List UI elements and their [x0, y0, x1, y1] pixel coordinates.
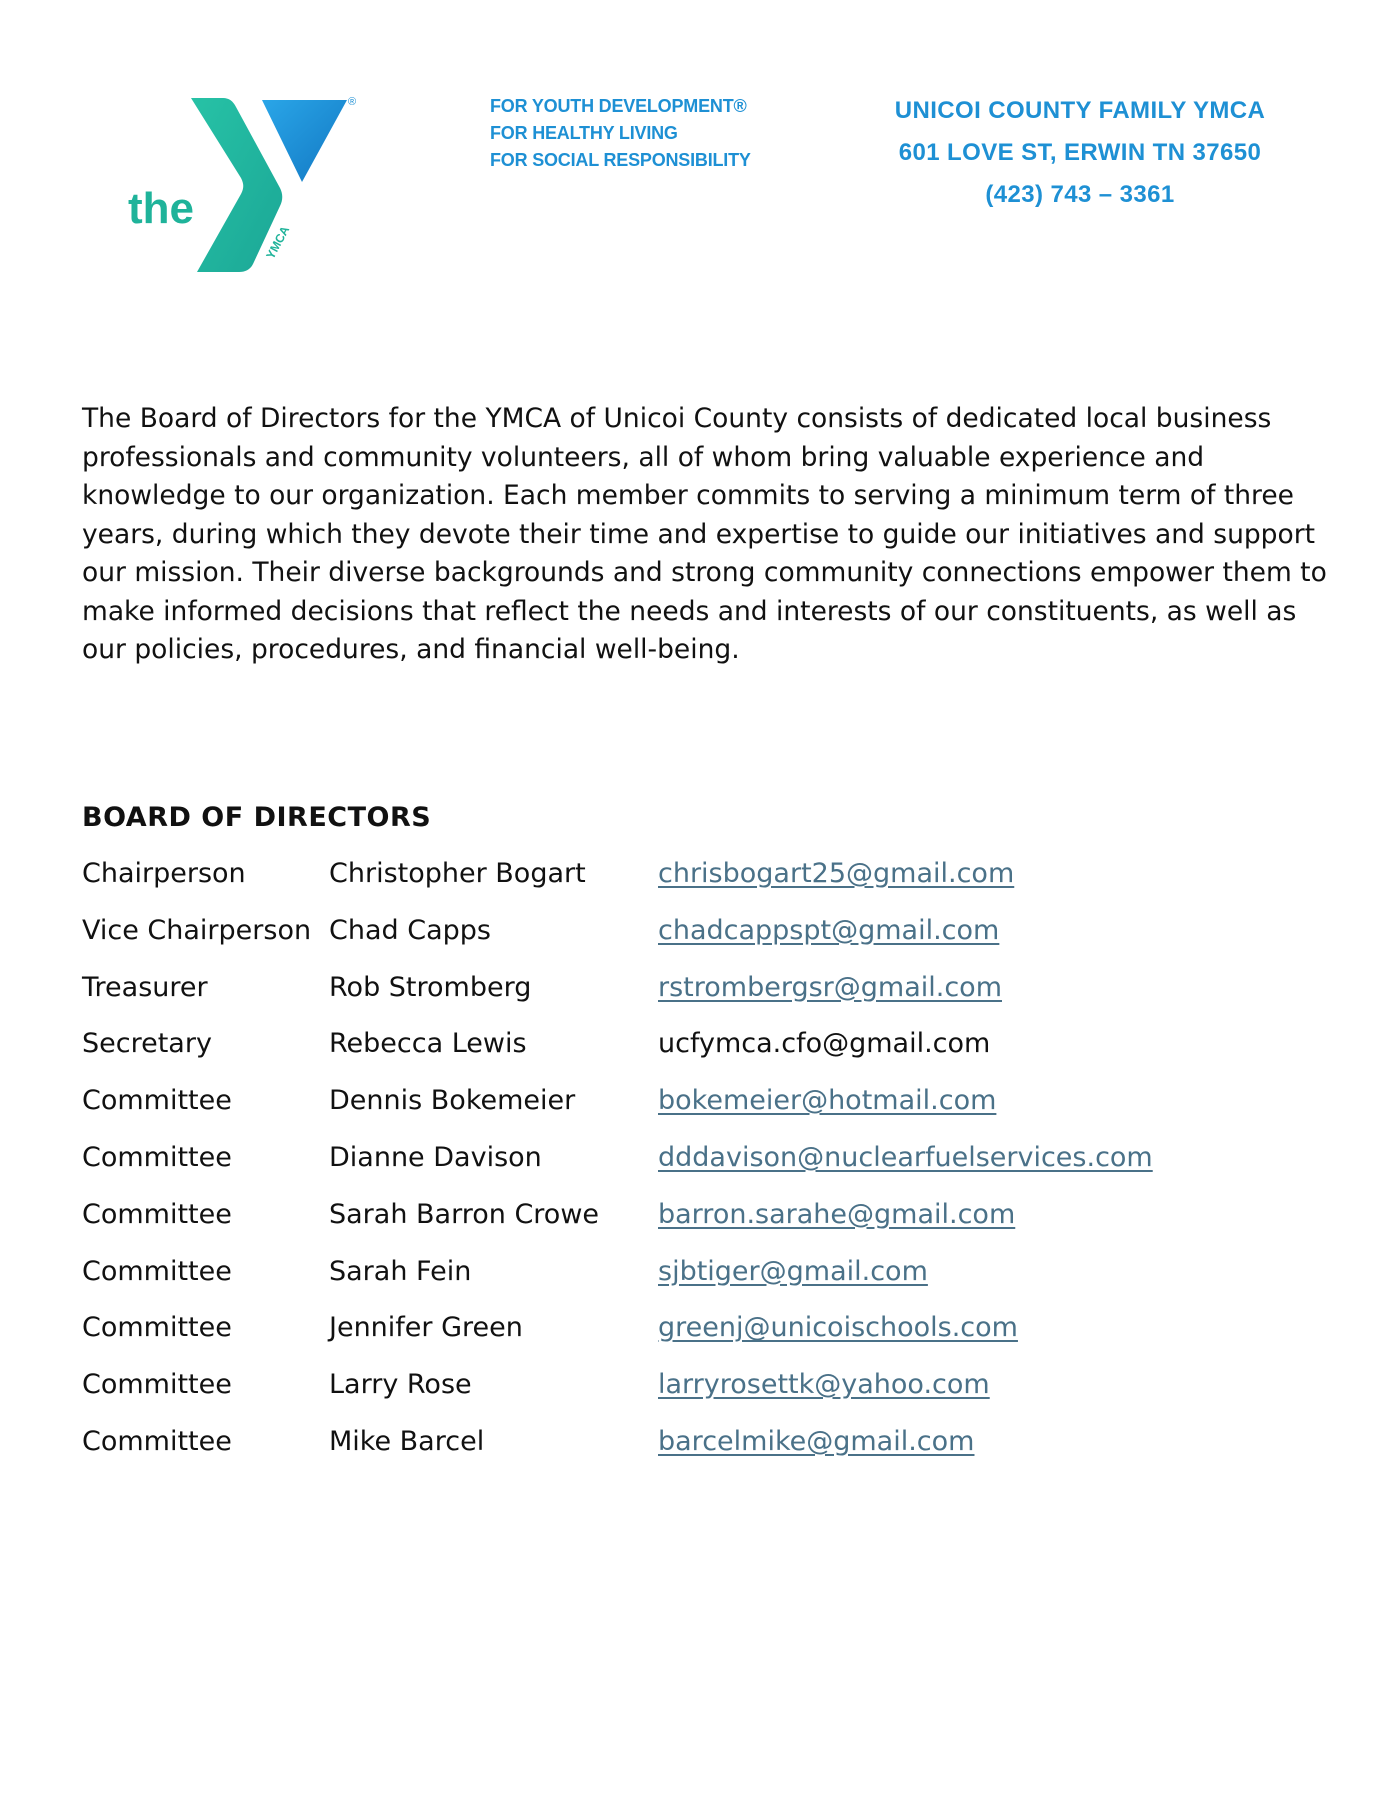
tagline-line-healthy-living: FOR HEALTHY LIVING: [490, 123, 678, 143]
member-email-link[interactable]: dddavison@nuclearfuelservices.com: [658, 1141, 1153, 1173]
street-address: 601 LOVE ST, ERWIN TN 37650: [898, 139, 1262, 166]
member-role: Committee: [82, 1425, 232, 1457]
member-email-link[interactable]: chadcappspt@gmail.com: [658, 914, 1000, 946]
member-role: Committee: [82, 1369, 232, 1401]
ymca-logo: [125, 92, 365, 278]
member-name: Mike Barcel: [329, 1425, 485, 1457]
member-role: Secretary: [82, 1028, 212, 1060]
board-member-row: [82, 1083, 1332, 1140]
member-role: Committee: [82, 1255, 232, 1287]
board-member-row: [82, 913, 1332, 970]
member-name: Sarah Barron Crowe: [329, 1198, 600, 1230]
board-member-row: [82, 1424, 1332, 1481]
member-role: Chairperson: [82, 858, 246, 889]
board-member-row: [82, 970, 1332, 1027]
board-member-row: [82, 856, 1332, 913]
intro-paragraph: The Board of Directors for the YMCA of Unicoi County consists of dedicated local business professionals and community volunteers, all of whom bring valuable experience and knowledge to our organization. Each member commits to serving a minimum term of three years, during which they devote their time and expertise to guide our initiatives and support our mission. Their diverse backgrounds and strong community connections empower them to make informed decisions that reflect the needs and interests of our constituents, as well as our policies, procedures, and financial well-being.: [82, 403, 1327, 665]
board-member-row: [82, 1254, 1332, 1311]
board-members-list: [82, 856, 1332, 1481]
member-role: Committee: [82, 1141, 232, 1173]
member-name: Dennis Bokemeier: [329, 1085, 576, 1117]
member-role: Committee: [82, 1085, 232, 1117]
member-role: Treasurer: [82, 971, 208, 1003]
ymca-tagline: [490, 93, 751, 174]
logo-word: the: [128, 184, 194, 233]
member-name: Christopher Bogart: [329, 858, 586, 889]
member-name: Chad Capps: [329, 914, 491, 946]
logo-small-text: YMCA: [263, 223, 293, 262]
member-email-link[interactable]: larryrosettk@yahoo.com: [658, 1369, 990, 1401]
member-email-text: ucfymca.cfo@gmail.com: [658, 1028, 991, 1060]
board-heading: BOARD OF DIRECTORS: [82, 802, 432, 833]
member-name: Rob Stromberg: [329, 971, 532, 1003]
member-email-link[interactable]: rstrombergsr@gmail.com: [658, 971, 1002, 1003]
member-email-link[interactable]: sjbtiger@gmail.com: [658, 1255, 928, 1287]
member-email-link[interactable]: bokemeier@hotmail.com: [658, 1085, 997, 1117]
member-name: Jennifer Green: [329, 1312, 523, 1344]
ymca-address-block: [840, 90, 1320, 216]
member-role: Vice Chairperson: [82, 914, 312, 946]
board-member-row: [82, 1367, 1332, 1424]
board-member-row: [82, 1026, 1332, 1083]
member-email-link[interactable]: barron.sarahe@gmail.com: [658, 1198, 1016, 1230]
tagline-line-youth: FOR YOUTH DEVELOPMENT®: [490, 96, 747, 116]
phone-number: (423) 743 – 3361: [985, 181, 1175, 208]
member-email-link[interactable]: greenj@unicoischools.com: [658, 1312, 1018, 1344]
member-name: Sarah Fein: [329, 1255, 472, 1287]
member-role: Committee: [82, 1198, 232, 1230]
member-name: Rebecca Lewis: [329, 1028, 527, 1060]
member-role: Committee: [82, 1312, 232, 1344]
tagline-line-social-responsibility: FOR SOCIAL RESPONSIBILITY: [490, 150, 751, 170]
board-member-row: [82, 1197, 1332, 1254]
org-name: UNICOI COUNTY FAMILY YMCA: [894, 97, 1266, 124]
board-member-row: [82, 1310, 1332, 1367]
member-name: Larry Rose: [329, 1369, 472, 1401]
member-name: Dianne Davison: [329, 1141, 542, 1173]
logo-registered-mark: ®: [348, 96, 357, 108]
member-email-link[interactable]: chrisbogart25@gmail.com: [658, 858, 1015, 889]
y-arm-blue: [262, 100, 347, 182]
board-member-row: [82, 1140, 1332, 1197]
member-email-link[interactable]: barcelmike@gmail.com: [658, 1425, 975, 1457]
